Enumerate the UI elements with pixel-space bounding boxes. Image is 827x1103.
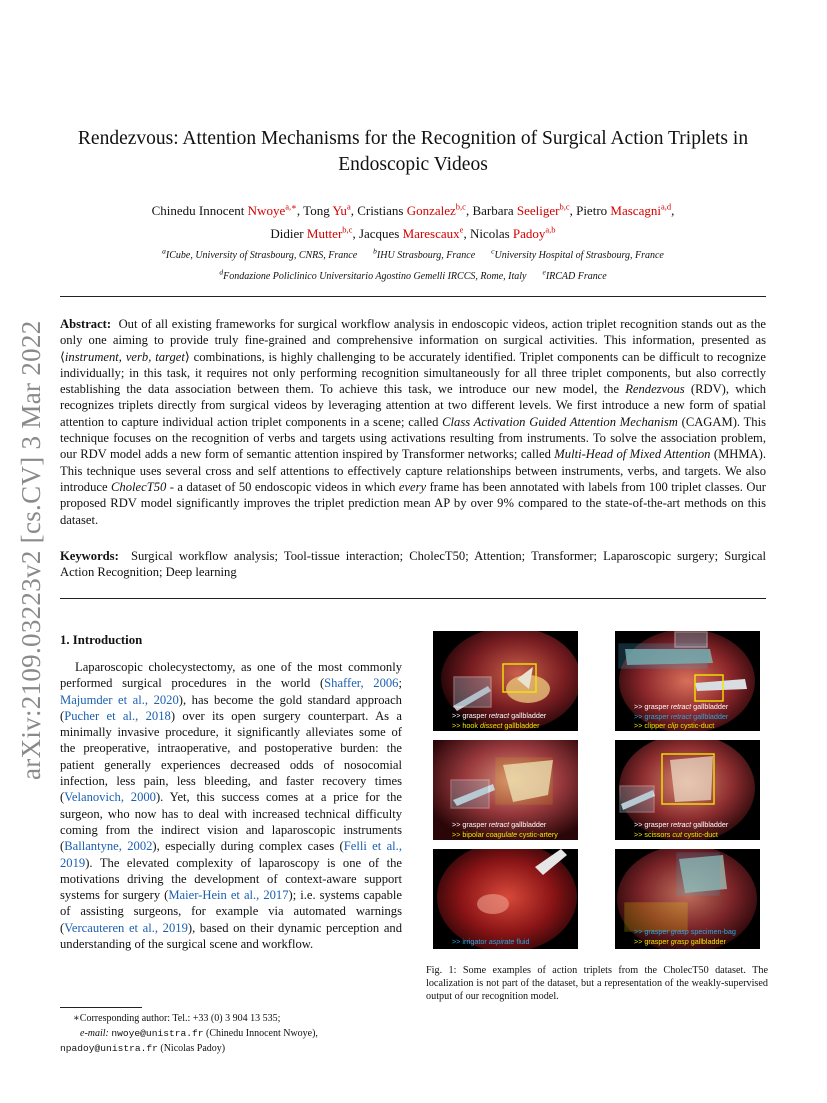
triplet-label: >> bipolar coagulate cystic-artery (452, 829, 558, 839)
abstract-text: Out of all existing frameworks for surgical workflow analysis in endoscopic videos, action triplet recognition stands out as the only one aiming to provide truly fine-grained and comprehensive information on surgical activities. This information, presented as ⟨ (60, 317, 766, 364)
author-surname[interactable]: Padoy (512, 225, 546, 241)
triplet-label: >> grasper retract gallbladder (634, 820, 729, 829)
triplet-labels (452, 711, 546, 730)
author-surname[interactable]: Mascagni (610, 203, 661, 219)
triplet-label: >> clipper clip cystic-duct (634, 721, 715, 731)
intro-text: ). The elevated complexity of laparoscopy is one of the motivations driving the development of context-aware support systems for surgery ( (60, 855, 402, 903)
affiliation-item: $^e$IRCAD France (542, 267, 607, 282)
citation-link[interactable]: Maier-Hein et al., 2017 (168, 888, 289, 903)
author-affiliation-marks: a,∗ (285, 202, 297, 212)
abstract-text: ⟩ combinations, is highly challenging to be accurately identified. Triplet components can be difficult to recognize individually; in this task, it requires not only performing recognition simultaneously for all three triplet components, but also correctly establishing the data association between them. To achieve this task, we introduce our new model, the (60, 349, 766, 397)
intro-text: ), based on their dynamic perception and understanding of the surgical scene and workflow. (60, 920, 403, 952)
abstract-emph: Class Activation Guided Attention Mechanism (442, 414, 678, 429)
figure-caption: Fig. 1: Some examples of action triplets from the CholecT50 dataset. The localization is not part of the dataset, but a representation of the weakly-supervised output of our recognition model. (426, 965, 768, 1003)
footnote-email-line (60, 1026, 420, 1041)
abstract-emph: CholecT50 (111, 479, 167, 494)
introduction-paragraph (60, 659, 402, 952)
triplet-labels (452, 820, 558, 839)
abstract-emph: every (398, 479, 427, 494)
keywords (60, 548, 766, 581)
section-heading: 1. Introduction (60, 633, 143, 647)
author: Jacques Marescaux$^e$, (358, 224, 470, 241)
triplet-label: >> irrigator aspirate fluid (452, 937, 530, 946)
intro-text: Laparoscopic cholecystectomy, as one of the most commonly performed surgical procedures in the world ( (60, 660, 402, 691)
figure-panel (615, 849, 760, 949)
top-rule (60, 296, 766, 297)
triplet-label: >> scissors cut cystic-duct (634, 829, 718, 839)
title-line-1: Rendezvous: Attention Mechanisms for the Recognition of Surgical Action Triplets in (77, 128, 749, 149)
author-affiliation-marks: b,c (342, 224, 353, 235)
author: Barbara Seeliger$^{b,c}$, (472, 202, 577, 219)
author: Tong Yu$^a$, (303, 202, 358, 219)
author-surname[interactable]: Mutter (306, 225, 343, 241)
triplet-label: >> grasper retract gallbladder (452, 820, 547, 829)
email-address[interactable]: npadoy@unistra.fr (60, 1043, 158, 1054)
author-affiliation-marks: a (346, 202, 351, 212)
author-affiliation-marks: b,c (559, 202, 570, 212)
author-surname[interactable]: Nwoye (247, 203, 286, 219)
affiliation-item: $^c$University Hospital of Strasbourg, France (491, 247, 664, 262)
keywords-label: Keywords: (60, 549, 119, 563)
abstract-text: frame has been annotated with labels from 100 triplet classes. Our proposed RDV model significantly improves the triplet prediction mean AP by over 9% compared to the state-of-the-art methods on this dataset. (60, 479, 766, 527)
triplet-labels (634, 927, 736, 946)
bottom-rule (60, 598, 766, 599)
author-surname[interactable]: Marescaux (402, 225, 460, 241)
email-owner: (Nicolas Padoy) (157, 1043, 226, 1054)
author: Cristians Gonzalez$^{b,c}$, (357, 202, 473, 219)
author-surname[interactable]: Gonzalez (406, 203, 456, 219)
citation-link[interactable]: Velanovich, 2000 (64, 790, 156, 805)
abstract-text: (RDV), which recognizes triplets directly from surgical videos by leveraging attention at two different levels. We first introduce a new form of spatial attention to capture individual action triplet components in a scene; called (60, 382, 767, 429)
footnote-corresponding: ∗Corresponding author: Tel.: +33 (0) 3 904 13 535; (73, 1013, 281, 1024)
intro-text: ), especially during complex cases ( (152, 839, 344, 854)
author: Nicolas Padoy$^{a,b}$ (469, 224, 556, 241)
triplet-labels (634, 702, 728, 731)
author-affiliation-marks: a,d (660, 202, 672, 212)
intro-text: ) over its open surgery counterpart. As a minimally invasive procedure, it significantly alleviates some of the preoperative, intraoperative, and postoperative burden: the patient generally experiences decreased odds of nosocomial infection, less pain, less bleeding, and faster recovery times ( (60, 708, 402, 805)
email-owner: (Chinedu Innocent Nwoye), (203, 1028, 318, 1039)
title-line-2: Endoscopic Videos (338, 154, 488, 175)
citation-link[interactable]: Vercauteren et al., 2019 (64, 920, 188, 935)
citation-link[interactable]: Shaffer, 2006 (324, 676, 399, 691)
affiliation-item: $^d$Fondazione Policlinico Universitario Agostino Gemelli IRCCS, Rome, Italy (219, 267, 527, 282)
author: Didier Mutter$^{b,c}$, (270, 224, 359, 241)
triplet-labels (634, 820, 728, 839)
triplet-labels (452, 937, 530, 947)
abstract-emph: Rendezvous (625, 382, 685, 397)
abstract-emph: Multi-Head of Mixed Attention (554, 447, 711, 462)
author: Pietro Mascagni$^{a,d}$, (576, 202, 675, 219)
intro-text: ; (398, 676, 402, 691)
author-affiliation-marks: e (459, 224, 464, 235)
footnotes (60, 1011, 420, 1056)
author: Chinedu Innocent Nwoye$^{a,∗}$, (151, 202, 304, 219)
abstract-text: (CAGAM). This technique focuses on the recognition of verbs and targets using activations resulting from instruments. To solve the association problem, our RDV model adds a new form of semantic attention inspired by Transformer networks; called (60, 414, 766, 462)
abstract-text: - a dataset of 50 endoscopic videos in which (166, 479, 399, 494)
intro-text: ), has become the gold standard approach ( (60, 692, 402, 723)
abstract-emph: instrument, verb, target (64, 349, 185, 364)
author-affiliation-marks: b,c (455, 202, 466, 212)
triplet-label: >> grasper retract gallbladder (634, 702, 729, 711)
author-surname[interactable]: Seeliger (516, 203, 560, 219)
author-list (60, 198, 766, 243)
figure-1 (433, 631, 760, 951)
triplet-label: >> grasper grasp specimen-bag (634, 927, 736, 936)
email-label: e-mail: (80, 1028, 109, 1039)
figure-panel (615, 740, 760, 840)
citation-link[interactable]: Felli et al., 2019 (60, 839, 402, 870)
intro-text: ). Yet, this success comes at a price for the surgeon, who now has to deal with increased technical difficulty coming from the indirect vision and laparoscopic instruments ( (60, 790, 403, 854)
triplet-label: >> hook dissect gallbladder (452, 720, 540, 730)
keywords-text: Surgical workflow analysis; Tool-tissue interaction; CholecT50; Attention; Transformer; Laparoscopic surgery; Surgical Action Recognition; Deep learning (60, 549, 767, 580)
abstract-label: Abstract: (60, 317, 112, 331)
triplet-label: >> grasper grasp gallbladder (634, 936, 726, 946)
surgical-scene-image (433, 849, 578, 949)
affiliations (60, 244, 766, 285)
figure-panel (615, 631, 760, 731)
triplet-label: >> grasper retract gallbladder (452, 711, 547, 720)
triplet-label: >> grasper retract gallbladder (634, 711, 729, 721)
footnote-email-line (60, 1041, 420, 1056)
affiliation-item: $^a$ICube, University of Strasbourg, CNRS, France (162, 247, 358, 262)
affiliation-item: $^b$IHU Strasbourg, France (373, 247, 476, 262)
citation-link[interactable]: Ballantyne, 2002 (64, 839, 153, 854)
abstract (60, 316, 766, 528)
email-address[interactable]: nwoye@unistra.fr (111, 1028, 204, 1039)
citation-link[interactable]: Pucher et al., 2018 (64, 708, 171, 723)
figure-panel (433, 849, 578, 949)
citation-link[interactable]: Majumder et al., 2020 (60, 692, 179, 707)
paper-title (60, 126, 766, 178)
intro-text: ); i.e. systems capable of assisting surgeons, for example via automated warnings ( (60, 888, 402, 935)
footnote-rule (60, 1007, 142, 1008)
figure-panel (433, 740, 578, 840)
author-surname[interactable]: Yu (332, 203, 347, 219)
figure-panel (433, 631, 578, 731)
author-affiliation-marks: a,b (545, 224, 556, 235)
arxiv-stamp: arXiv:2109.03223v2 [cs.CV] 3 Mar 2022 (16, 320, 46, 780)
abstract-text: (MHMA). This technique uses several cross and self attentions to effectively capture relationships between instruments, verbs, and targets. We also introduce (60, 447, 766, 494)
